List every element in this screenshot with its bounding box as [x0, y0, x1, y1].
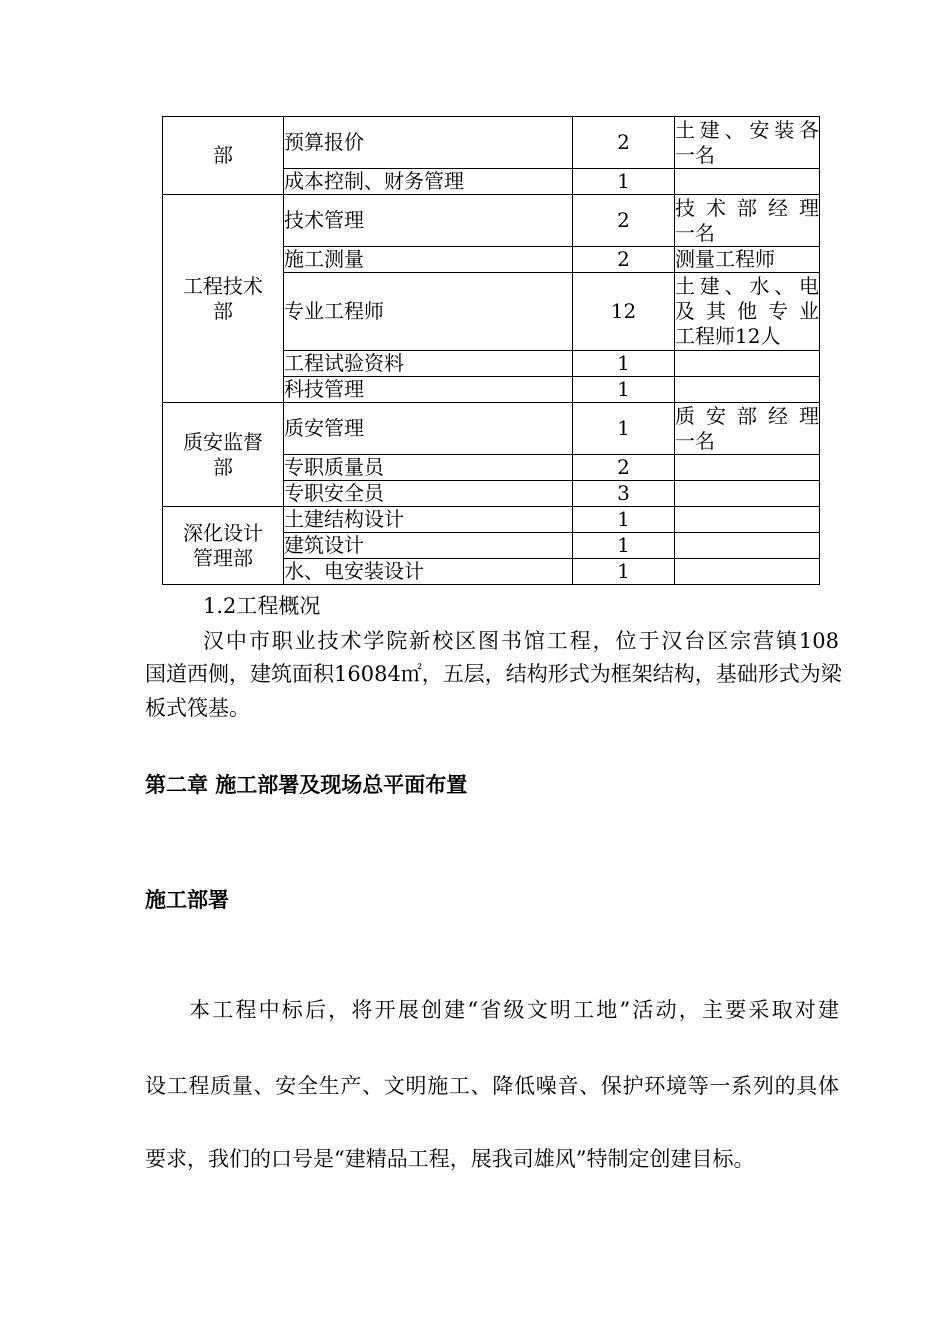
note-cell: [675, 195, 820, 247]
note-line: 一名: [675, 428, 715, 453]
task-cell: 预算报价: [284, 117, 573, 169]
note-cell: [675, 507, 820, 533]
task-cell: 专业工程师: [284, 273, 573, 351]
organization-table: [162, 116, 820, 585]
department-name: 深化设计: [183, 520, 263, 545]
note-line: 及其他专业: [675, 299, 819, 323]
note-cell: [675, 533, 820, 559]
table-row: [163, 507, 820, 533]
department-cell: [163, 403, 284, 507]
note-cell: [675, 351, 820, 377]
department-name: 质安监督: [183, 429, 263, 454]
note-line: 技术部经理: [675, 195, 819, 220]
overview-line-1: 汉中市职业技术学院新校区图书馆工程，位于汉台区宗营镇108: [203, 629, 839, 653]
task-cell: 专职安全员: [284, 481, 573, 507]
headcount-cell: 1: [573, 403, 675, 455]
note-line: 土建、水、电: [675, 274, 819, 298]
note-cell: [675, 455, 820, 481]
headcount-cell: 1: [573, 377, 675, 403]
table-row: [163, 403, 820, 455]
table-row: [163, 195, 820, 247]
note-line: 一名: [675, 142, 715, 167]
headcount-cell: 2: [573, 455, 675, 481]
department-cell: [163, 195, 284, 403]
task-cell: 工程试验资料: [284, 351, 573, 377]
department-name: 管理部: [193, 545, 253, 570]
task-cell: 土建结构设计: [284, 507, 573, 533]
task-cell: 施工测量: [284, 247, 573, 273]
note-cell: [675, 273, 820, 351]
task-cell: 成本控制、财务管理: [284, 169, 573, 195]
overview-line-2: 国道西侧，建筑面积16084㎡，五层，结构形式为框架结构，基础形式为梁: [145, 662, 842, 686]
deployment-line-2: 设工程质量、安全生产、文明施工、降低噪音、保护环境等一系列的具体: [145, 1074, 839, 1098]
task-cell: 专职质量员: [284, 455, 573, 481]
note-line: 质安部经理: [675, 403, 819, 428]
note-line: 一名: [675, 220, 715, 245]
organization-table-body: [163, 117, 820, 585]
note-cell: [675, 559, 820, 585]
note-cell: [675, 481, 820, 507]
task-cell: 建筑设计: [284, 533, 573, 559]
headcount-cell: 1: [573, 533, 675, 559]
chapter-2-title: 第二章 施工部署及现场总平面布置: [145, 772, 468, 797]
table-row: [163, 117, 820, 169]
note-cell: [675, 117, 820, 169]
headcount-cell: 2: [573, 247, 675, 273]
headcount-cell: 2: [573, 117, 675, 169]
task-cell: 质安管理: [284, 403, 573, 455]
headcount-cell: 1: [573, 169, 675, 195]
deployment-line-3: 要求，我们的口号是“建精品工程，展我司雄风”特制定创建目标。: [145, 1147, 755, 1171]
deployment-subtitle: 施工部署: [145, 887, 229, 912]
headcount-cell: 12: [573, 273, 675, 351]
note-cell: [675, 377, 820, 403]
headcount-cell: 2: [573, 195, 675, 247]
note-line: 测量工程师: [675, 247, 775, 271]
note-cell: [675, 247, 820, 273]
department-name: 部: [213, 298, 233, 323]
headcount-cell: 1: [573, 351, 675, 377]
note-cell: [675, 169, 820, 195]
deployment-line-1: 本工程中标后，将开展创建“省级文明工地”活动，主要采取对建: [189, 998, 839, 1022]
note-cell: [675, 403, 820, 455]
headcount-cell: 1: [573, 559, 675, 585]
department-cell: [163, 117, 284, 195]
task-cell: 水、电安装设计: [284, 559, 573, 585]
task-cell: 技术管理: [284, 195, 573, 247]
section-1-2-title: 1.2工程概况: [203, 594, 321, 618]
department-name: 工程技术: [183, 273, 263, 298]
headcount-cell: 1: [573, 507, 675, 533]
overview-line-3: 板式筏基。: [145, 696, 250, 720]
note-line: 工程师12人: [675, 324, 781, 348]
task-cell: 科技管理: [284, 377, 573, 403]
note-line: 土建、安装各: [675, 117, 819, 142]
headcount-cell: 3: [573, 481, 675, 507]
department-name: 部: [213, 143, 233, 167]
department-cell: [163, 507, 284, 585]
department-name: 部: [213, 454, 233, 479]
